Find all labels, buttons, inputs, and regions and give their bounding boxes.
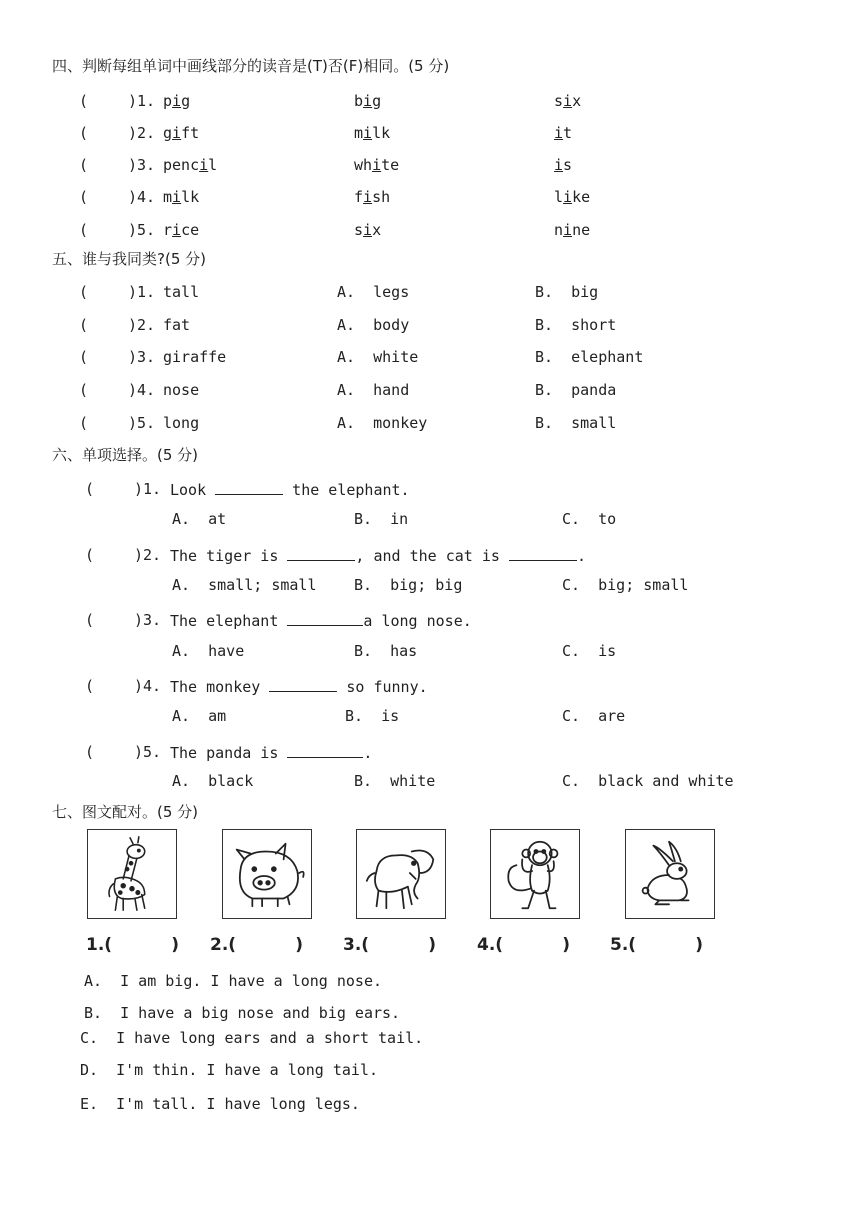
elephant-icon [357, 830, 445, 918]
answer-blank[interactable] [509, 546, 577, 561]
question-number: )4. [128, 188, 156, 206]
option-b: B. elephant [535, 348, 644, 366]
section-4-title: 四、判断每组单词中画线部分的读音是(T)否(F)相同。(5 分) [52, 57, 450, 75]
option-c: C. black and white [562, 772, 734, 790]
option-a: A. body [337, 316, 410, 334]
underlined-part: i [363, 92, 373, 110]
word-3: six [554, 92, 582, 110]
answer-paren[interactable]: ( [79, 348, 89, 366]
section-7-title: 七、图文配对。(5 分) [52, 803, 199, 821]
word-1: pig [163, 92, 191, 110]
monkey-icon [491, 830, 579, 918]
target-word: giraffe [163, 348, 227, 366]
underlined-part: i [172, 92, 182, 110]
question-number: )5. [128, 414, 156, 432]
monkey-picture [490, 829, 580, 919]
answer-blank[interactable] [215, 480, 283, 495]
question-number: )1. [134, 480, 162, 498]
underlined-part: i [563, 92, 573, 110]
option-b: B. has [354, 642, 418, 660]
question-number: )1. [128, 92, 156, 110]
option-b: B. white [354, 772, 436, 790]
pig-icon [223, 830, 311, 918]
question-number: )5. [128, 221, 156, 239]
option-b: B. in [354, 510, 409, 528]
underlined-part: i [172, 124, 182, 142]
word-2: white [354, 156, 400, 174]
question-number: )2. [128, 316, 156, 334]
option-b: B. panda [535, 381, 617, 399]
question-number: )4. [128, 381, 156, 399]
word-1: pencil [163, 156, 218, 174]
answer-paren-open: ( [85, 480, 95, 498]
underlined-part: i [563, 188, 573, 206]
match-option-e: E. I'm tall. I have long legs. [80, 1095, 360, 1113]
section-6-title: 六、单项选择。(5 分) [52, 446, 199, 464]
answer-blank[interactable] [269, 677, 337, 692]
section-5-title: 五、谁与我同类?(5 分) [52, 250, 206, 268]
question-text: The tiger is , and the cat is . [170, 547, 586, 565]
answer-blank[interactable] [287, 743, 363, 758]
pig-picture [222, 829, 312, 919]
answer-paren-open: ( [85, 546, 95, 564]
match-slot-3[interactable]: 3.( ) [343, 935, 437, 955]
elephant-picture [356, 829, 446, 919]
question-number: )3. [134, 611, 162, 629]
word-3: it [554, 124, 573, 142]
question-text: Look the elephant. [170, 481, 410, 499]
answer-paren-open: ( [85, 611, 95, 629]
match-option-c: C. I have long ears and a short tail. [80, 1029, 424, 1047]
answer-blank[interactable] [287, 546, 355, 561]
question-number: )3. [128, 348, 156, 366]
target-word: nose [163, 381, 200, 399]
option-b: B. short [535, 316, 617, 334]
word-1: rice [163, 221, 200, 239]
match-slot-5[interactable]: 5.( ) [610, 935, 704, 955]
answer-paren[interactable]: ( [79, 156, 89, 174]
question-text: The monkey so funny. [170, 678, 428, 696]
question-number: )3. [128, 156, 156, 174]
target-word: long [163, 414, 200, 432]
answer-paren[interactable]: ( [79, 414, 89, 432]
question-number: )2. [134, 546, 162, 564]
answer-paren[interactable]: ( [79, 283, 89, 301]
underlined-part: i [199, 156, 209, 174]
option-a: A. at [172, 510, 227, 528]
question-text: The panda is . [170, 744, 373, 762]
answer-paren-open: ( [85, 743, 95, 761]
underlined-part: i [363, 221, 373, 239]
option-a: A. monkey [337, 414, 428, 432]
giraffe-icon [88, 830, 176, 918]
option-a: A. legs [337, 283, 410, 301]
match-slot-1[interactable]: 1.( ) [86, 935, 180, 955]
answer-paren[interactable]: ( [79, 221, 89, 239]
match-option-a: A. I am big. I have a long nose. [84, 972, 383, 990]
question-number: )1. [128, 283, 156, 301]
match-option-b: B. I have a big nose and big ears. [84, 1004, 401, 1022]
option-c: C. is [562, 642, 617, 660]
answer-blank[interactable] [287, 611, 363, 626]
match-slot-4[interactable]: 4.( ) [477, 935, 571, 955]
underlined-part: i [554, 156, 564, 174]
underlined-part: i [563, 221, 573, 239]
word-2: six [354, 221, 382, 239]
rabbit-icon [626, 830, 714, 918]
answer-paren[interactable]: ( [79, 188, 89, 206]
option-a: A. small; small [172, 576, 317, 594]
underlined-part: i [554, 124, 564, 142]
underlined-part: i [363, 124, 373, 142]
question-number: )4. [134, 677, 162, 695]
answer-paren[interactable]: ( [79, 381, 89, 399]
target-word: tall [163, 283, 200, 301]
answer-paren-open: ( [85, 677, 95, 695]
option-a: A. black [172, 772, 254, 790]
word-1: milk [163, 188, 200, 206]
word-1: gift [163, 124, 200, 142]
match-option-d: D. I'm thin. I have a long tail. [80, 1061, 379, 1079]
underlined-part: i [172, 221, 182, 239]
underlined-part: i [372, 156, 382, 174]
word-3: nine [554, 221, 591, 239]
question-text: The elephant a long nose. [170, 612, 472, 630]
word-2: fish [354, 188, 391, 206]
rabbit-picture [625, 829, 715, 919]
underlined-part: i [172, 188, 182, 206]
answer-paren[interactable]: ( [79, 92, 89, 110]
option-c: C. are [562, 707, 626, 725]
match-slot-2[interactable]: 2.( ) [210, 935, 304, 955]
question-number: )5. [134, 743, 162, 761]
option-b: B. is [345, 707, 400, 725]
option-b: B. small [535, 414, 617, 432]
option-a: A. am [172, 707, 227, 725]
option-a: A. white [337, 348, 419, 366]
target-word: fat [163, 316, 191, 334]
answer-paren[interactable]: ( [79, 316, 89, 334]
option-b: B. big; big [354, 576, 463, 594]
option-c: C. big; small [562, 576, 689, 594]
question-number: )2. [128, 124, 156, 142]
option-a: A. hand [337, 381, 410, 399]
word-3: like [554, 188, 591, 206]
option-a: A. have [172, 642, 245, 660]
option-c: C. to [562, 510, 617, 528]
underlined-part: i [363, 188, 373, 206]
word-2: big [354, 92, 382, 110]
option-b: B. big [535, 283, 599, 301]
word-2: milk [354, 124, 391, 142]
word-3: is [554, 156, 573, 174]
answer-paren[interactable]: ( [79, 124, 89, 142]
giraffe-picture [87, 829, 177, 919]
